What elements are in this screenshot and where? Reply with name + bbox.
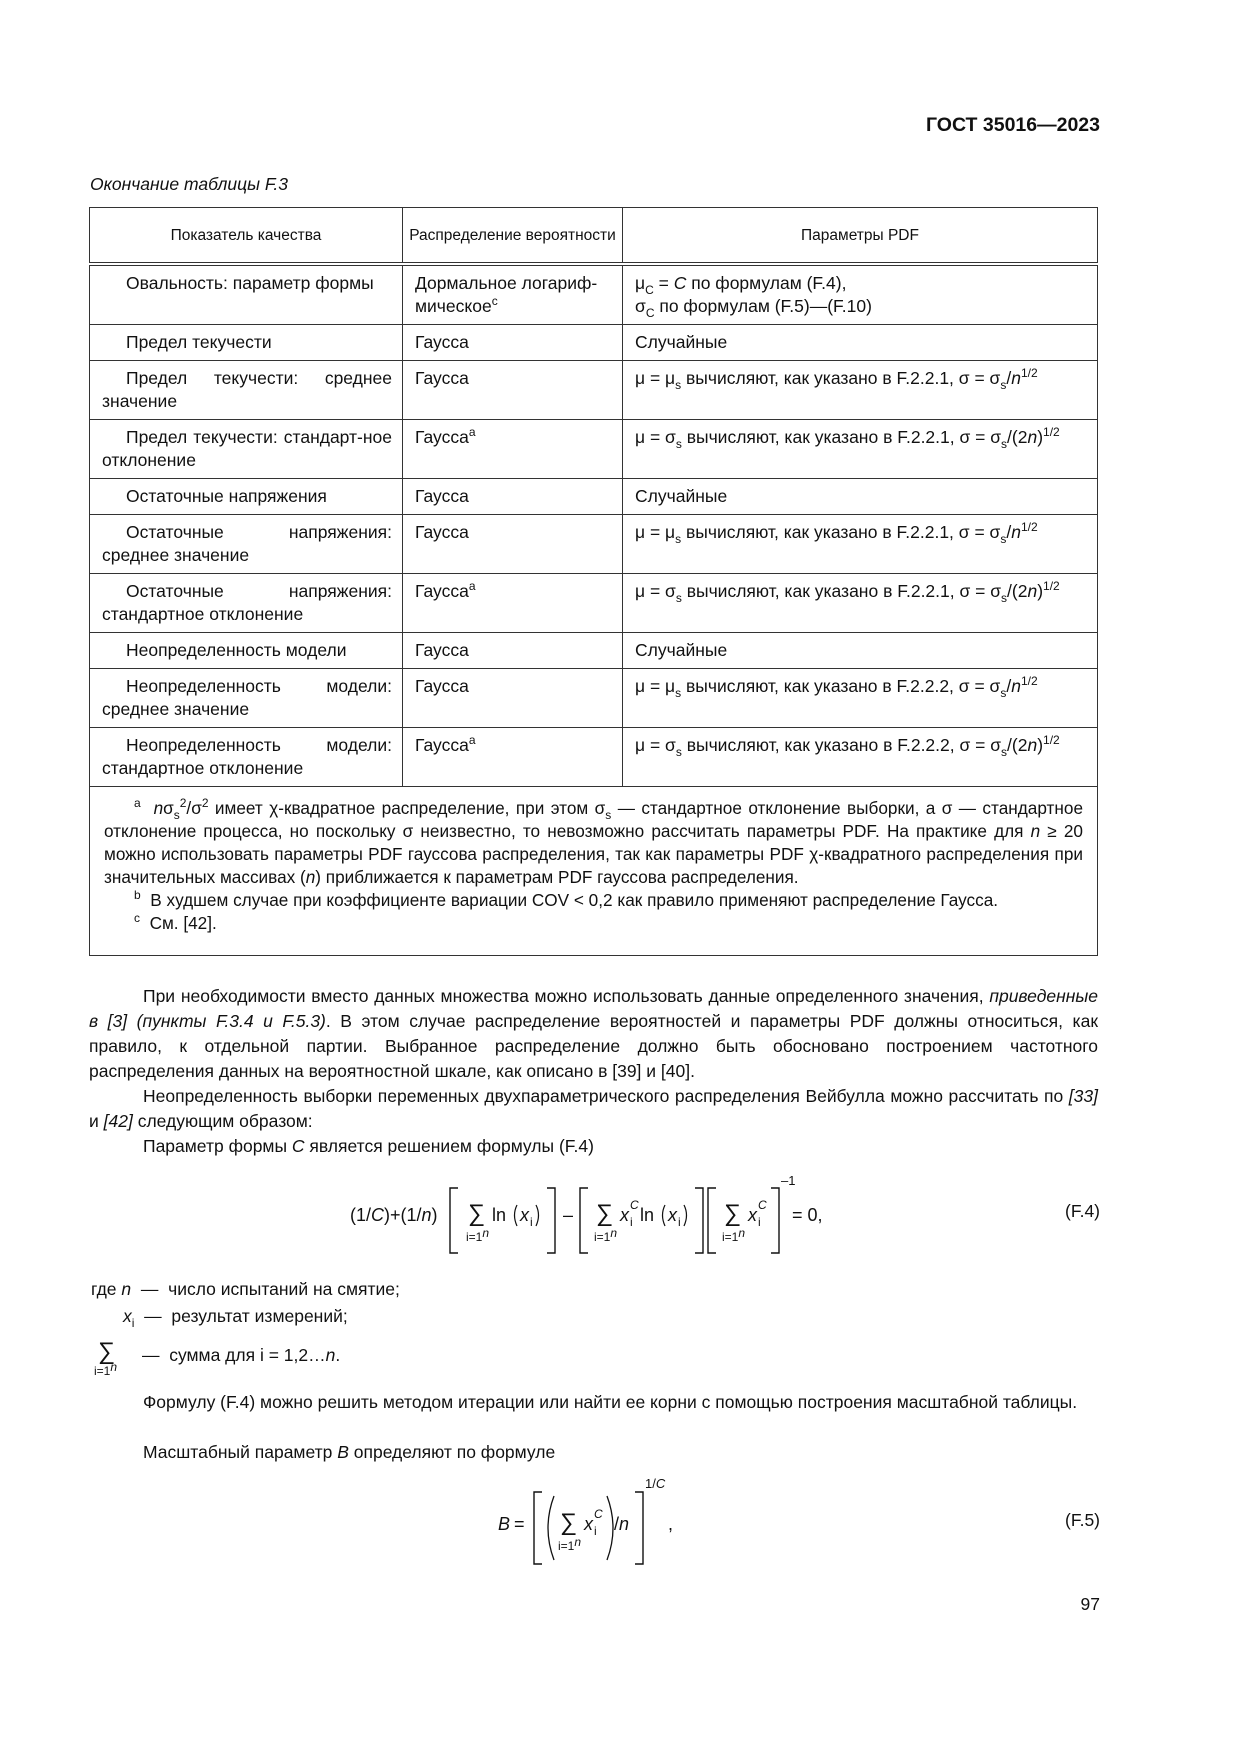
cell-pdf: $\mu = \mu_s$ вычисляют, как указано в F.2.2.1, $\sigma = \sigma_s/n^{1/2}$	[623, 515, 1098, 574]
cell-quality: Остаточные напряжения: стандартное отклонение	[90, 574, 403, 633]
cell-quality: Неопределенность модели: среднее значение	[90, 669, 403, 728]
header-distribution: Распределение вероятности	[403, 208, 623, 265]
cell-distribution: Гаусса	[403, 325, 623, 361]
svg-text:x: x	[668, 1205, 677, 1225]
svg-text:x: x	[620, 1205, 629, 1225]
svg-text:B: B	[498, 1514, 511, 1534]
paragraph-1: При необходимости вместо данных множества можно использовать данные определенного значения, приведенные в [3] (пункты F.3.4 и F.5.3). В этом случае распределение вероятностей и параметры PDF должны относиться, как правило, к отдельной партии. Выбранное распределение должно быть обосновано построением частотного распределения данных на вероятностной шкале, как описано в [39] и [40].	[89, 986, 1098, 1081]
cell-distribution: Гаусса	[403, 361, 623, 420]
svg-text:x: x	[520, 1205, 529, 1225]
cell-distribution: Гаусса$^a$	[403, 574, 623, 633]
cell-pdf: $\mu = \sigma_s$ вычисляют, как указано в F.2.2.2, $\sigma = \sigma_s/(2n)^{1/2}$	[623, 728, 1098, 787]
svg-text:∑: ∑	[560, 1509, 578, 1536]
table-row	[90, 669, 1098, 728]
svg-text:1/C: 1/C	[645, 1476, 666, 1491]
svg-text:–: –	[563, 1205, 574, 1225]
svg-text:C: C	[594, 1507, 603, 1521]
note-c: $^c$ См. [42].	[134, 911, 217, 933]
svg-text:∑: ∑	[98, 1338, 116, 1365]
page-number: 97	[1080, 1594, 1100, 1614]
table-row	[90, 325, 1098, 361]
svg-text:i=1n: i=1n	[466, 1226, 490, 1244]
svg-text:i: i	[758, 1215, 761, 1229]
cell-quality: Остаточные напряжения: среднее значение	[90, 515, 403, 574]
svg-text:i=1n: i=1n	[558, 1535, 582, 1553]
cell-distribution: Гаусса$^a$	[403, 728, 623, 787]
svg-text:∑: ∑	[468, 1200, 486, 1227]
paragraph-5: Масштабный параметр B определяют по формуле	[143, 1442, 556, 1462]
svg-text:i: i	[530, 1215, 533, 1229]
table-row	[90, 361, 1098, 420]
cell-pdf: $\mu = \mu_s$ вычисляют, как указано в F.2.2.2, $\sigma = \sigma_s/n^{1/2}$	[623, 669, 1098, 728]
svg-text:i: i	[594, 1524, 597, 1538]
formula-f4	[340, 1168, 840, 1268]
formula-f4-number: (F.4)	[1065, 1201, 1100, 1221]
note-b: $^b$ В худшем случае при коэффициенте вариации COV < 0,2 как правило применяют распределение Гаусса.	[134, 888, 999, 910]
svg-text:ln: ln	[640, 1205, 655, 1225]
footnote-ref: a	[468, 425, 476, 439]
footnote-ref: с	[491, 294, 498, 308]
sum-symbol	[92, 1330, 132, 1380]
where-item-xi: $x_i$ — результат измерений;	[123, 1306, 348, 1330]
header-pdf-params: Параметры PDF	[623, 208, 1098, 265]
cell-pdf: $\mu = \sigma_s$ вычисляют, как указано в F.2.2.1, $\sigma = \sigma_s/(2n)^{1/2}$	[623, 574, 1098, 633]
svg-text:(1/C)+(1/n): (1/C)+(1/n)	[350, 1205, 438, 1225]
svg-text:ln: ln	[492, 1205, 507, 1225]
cell-pdf: Случайные	[623, 325, 1098, 361]
svg-text:i: i	[678, 1215, 681, 1229]
svg-text:= 0,: = 0,	[792, 1205, 823, 1225]
cell-quality: Предел текучести	[90, 325, 403, 361]
svg-text:C: C	[630, 1198, 639, 1212]
svg-text:C: C	[758, 1198, 767, 1212]
cell-quality: Овальность: параметр формы	[90, 264, 403, 325]
svg-text:x: x	[748, 1205, 757, 1225]
svg-text:,: ,	[668, 1514, 674, 1534]
table-notes-row	[90, 787, 1098, 956]
paragraph-4: Формулу (F.4) можно решить методом итерации или найти ее корни с помощью построения масштабной таблицы.	[143, 1392, 1078, 1412]
table-row	[90, 479, 1098, 515]
where-item-n: где n — число испытаний на смятие;	[91, 1279, 400, 1299]
properties-table	[89, 207, 1098, 956]
svg-text:x: x	[584, 1514, 593, 1534]
table-header-row	[90, 208, 1098, 265]
cell-quality: Неопределенность модели: стандартное отклонение	[90, 728, 403, 787]
svg-text:–1: –1	[781, 1173, 796, 1188]
svg-text:=: =	[514, 1514, 525, 1534]
table-row	[90, 728, 1098, 787]
svg-text:/n: /n	[614, 1514, 630, 1534]
svg-text:∑: ∑	[724, 1200, 742, 1227]
note-a: $^a$ $n\sigma_s^2/\sigma^2$ имеет χ-квадратное распределение, при этом $\sigma_s$ — стандартное отклонение выборки, а σ — стандартное отклонение процесса, но поскольку σ неизвестно, то невозможно рассчитать параметры PDF. На практике для n ≥ 20 можно использовать параметры PDF гауссова распределения, так как параметры PDF χ-квадратного распределения при значительных массивах (n) приближается к параметрам PDF гауссова распределения.	[104, 796, 1084, 887]
cell-quality: Предел текучести: стандарт-ное отклонение	[90, 420, 403, 479]
cell-pdf: $\mu = \mu_s$ вычисляют, как указано в F.2.2.1, $\sigma = \sigma_s/n^{1/2}$	[623, 361, 1098, 420]
table-row	[90, 633, 1098, 669]
cell-pdf: Случайные	[623, 479, 1098, 515]
svg-text:∑: ∑	[596, 1200, 614, 1227]
footnote-ref: a	[468, 579, 476, 593]
cell-distribution: Дормальное логариф- мическое$^с$	[403, 264, 623, 325]
cell-pdf: $\mu = \sigma_s$ вычисляют, как указано в F.2.2.1, $\sigma = \sigma_s/(2n)^{1/2}$	[623, 420, 1098, 479]
cell-distribution: Гаусса	[403, 633, 623, 669]
table-row	[90, 420, 1098, 479]
cell-quality: Предел текучести: среднее значение	[90, 361, 403, 420]
cell-quality: Остаточные напряжения	[90, 479, 403, 515]
svg-text:i: i	[630, 1215, 633, 1229]
table-row	[90, 574, 1098, 633]
table-caption: Окончание таблицы F.3	[90, 174, 288, 194]
where-item-sum: — сумма для i = 1,2…n.	[142, 1345, 341, 1365]
paragraph-3: Параметр формы C является решением формулы (F.4)	[143, 1136, 594, 1156]
cell-pdf: $\mu_C = C$ по формулам (F.4), $\sigma_C$ по формулам (F.5)—(F.10)	[623, 264, 1098, 325]
cell-distribution: Гаусса	[403, 479, 623, 515]
table-row	[90, 515, 1098, 574]
paragraph-2: Неопределенность выборки переменных двухпараметрического распределения Вейбулла можно рассчитать по [33] и [42] следующим образом:	[89, 1086, 1098, 1131]
cell-distribution: Гаусса$^a$	[403, 420, 623, 479]
cell-distribution: Гаусса	[403, 669, 623, 728]
formula-f5	[490, 1470, 720, 1570]
document-code: ГОСТ 35016—2023	[926, 114, 1100, 136]
cell-distribution: Гаусса	[403, 515, 623, 574]
header-quality: Показатель качества	[90, 208, 403, 265]
footnote-ref: a	[468, 733, 476, 747]
svg-text:i=1n: i=1n	[722, 1226, 746, 1244]
svg-text:i=1n: i=1n	[594, 1226, 618, 1244]
formula-f5-number: (F.5)	[1065, 1510, 1100, 1530]
table-notes	[90, 787, 1098, 956]
table-row	[90, 264, 1098, 325]
cell-quality: Неопределенность модели	[90, 633, 403, 669]
cell-pdf: Случайные	[623, 633, 1098, 669]
svg-text:i=1n: i=1n	[94, 1360, 118, 1378]
